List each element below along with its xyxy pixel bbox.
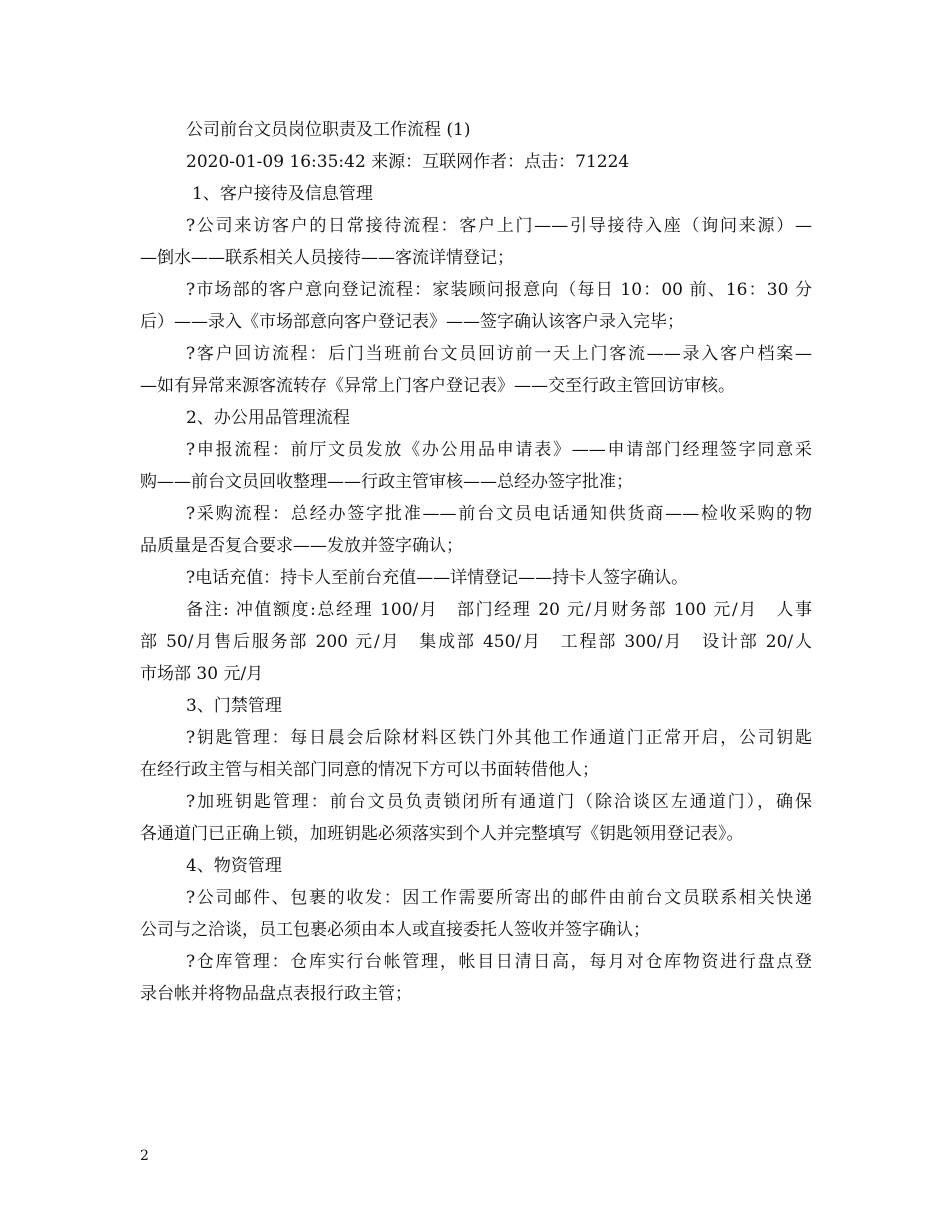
remark-line: 市场部 30 元/月 xyxy=(140,664,264,684)
paragraph-line: 购——前台文员回收整理——行政主管审核——总经办签字批准； xyxy=(140,472,633,492)
paragraph-line: 在经行政主管与相关部门同意的情况下方可以书面转借他人； xyxy=(140,760,599,780)
section-heading-3: 3、门禁管理 xyxy=(186,696,282,716)
paragraph-line: ?采购流程：总经办签字批准——前台文员电话通知供货商——检收采购的物 xyxy=(186,504,812,524)
paragraph-line: ?公司来访客户的日常接待流程：客户上门——引导接待入座（询问来源）— xyxy=(186,216,812,236)
paragraph-line: ?公司邮件、包裹的收发：因工作需要所寄出的邮件由前台文员联系相关快递 xyxy=(186,888,812,908)
remark-line: 部 50/月售后服务部 200 元/月 集成部 450/月 工程部 300/月 设计部 20/人 xyxy=(140,632,812,652)
paragraph-line: ?市场部的客户意向登记流程：家装顾问报意向（每日 10：00 前、16：30 分 xyxy=(186,280,812,300)
paragraph-line: —如有异常来源客流转存《异常上门客户登记表》——交至行政主管回访审核。 xyxy=(140,376,735,396)
paragraph-line: ?客户回访流程：后门当班前台文员回访前一天上门客流——录入客户档案— xyxy=(186,344,812,364)
document-title: 公司前台文员岗位职责及工作流程 (1) xyxy=(186,120,471,140)
section-heading-4: 4、物资管理 xyxy=(186,856,282,876)
paragraph-line: ?电话充值：持卡人至前台充值——详情登记——持卡人签字确认。 xyxy=(186,568,689,588)
paragraph-line: ?仓库管理：仓库实行台帐管理，帐目日清日高，每月对仓库物资进行盘点登 xyxy=(186,952,812,972)
section-heading-2: 2、办公用品管理流程 xyxy=(186,408,350,428)
page-number: 2 xyxy=(140,1148,149,1164)
remark-line: 备注: 冲值额度:总经理 100/月 部门经理 20 元/月财务部 100 元/月 人事 xyxy=(186,600,812,620)
paragraph-line: 公司与之洽谈，员工包裹必须由本人或直接委托人签收并签字确认； xyxy=(140,920,650,940)
document-meta: 2020-01-09 16:35:42 来源：互联网作者：点击：71224 xyxy=(186,152,630,172)
paragraph-line: 各通道门已正确上锁，加班钥匙必须落实到个人并完整填写《钥匙领用登记表》。 xyxy=(140,824,744,844)
paragraph-line: 品质量是否复合要求——发放并签字确认； xyxy=(140,536,463,556)
paragraph-line: 后）——录入《市场部意向客户登记表》——签字确认该客户录入完毕； xyxy=(140,312,684,332)
paragraph-line: ?钥匙管理：每日晨会后除材料区铁门外其他工作通道门正常开启，公司钥匙 xyxy=(186,728,812,748)
paragraph-line: ?加班钥匙管理：前台文员负责锁闭所有通道门（除洽谈区左通道门），确保 xyxy=(186,792,812,812)
paragraph-line: —倒水——联系相关人员接待——客流详情登记； xyxy=(140,248,514,268)
section-heading-1: 1、客户接待及信息管理 xyxy=(192,184,373,204)
paragraph-line: ?申报流程：前厅文员发放《办公用品申请表》——申请部门经理签字同意采 xyxy=(186,440,812,460)
paragraph-line: 录台帐并将物品盘点表报行政主管； xyxy=(140,984,412,1004)
document-body xyxy=(140,114,812,1010)
